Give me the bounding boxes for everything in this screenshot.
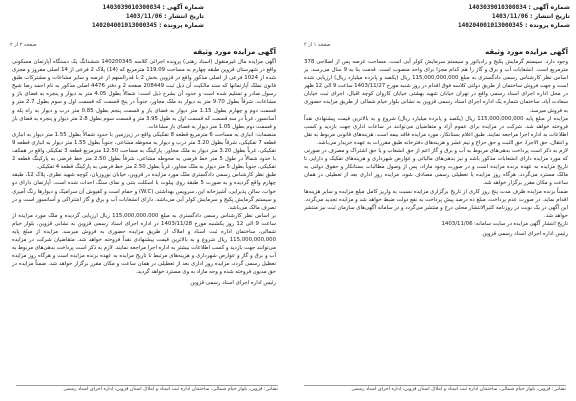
right-meta-ad-number-value: 1403039010300834 [468, 4, 527, 11]
right-signature: رئیس اداره اجرای اسناد رسمی قزوین [482, 230, 568, 237]
right-paragraph-5: تاریخ انتشار آگهی مزایده در سایت سامانه: 1403/11/06 [441, 220, 568, 227]
left-meta-case-number [92, 21, 204, 30]
right-page-body [304, 58, 568, 228]
left-meta-ad-number [92, 3, 204, 12]
left-page-column [12, 48, 276, 287]
left-meta-case-number-label: شماره پرونده : [159, 22, 204, 29]
left-page-number: صفحه ۲ از ۲ [10, 42, 37, 48]
right-announcement-meta [458, 3, 570, 30]
right-paragraph-4: ضمناً برنده مزایده ظرف مدت پنج روز کاری از تاریخ برگزاری مزایده نسبت به واریز کامل مبلغ مزایده و سایر هزینه‌ها اقدام نماید. در صورت عدم پرداخت، مبلغ ده درصد پیش پرداخت به نفع دولت ضبط خواهد شد و مزایده تجدید می‌گردد. این آگهی در یک نوبت در روزنامه کثیرالانتشار محلی درج و منتشر می‌گردد و در سامانه آگهی‌های سازمان ثبت نیز منتشر خواهد شد. [304, 188, 568, 219]
right-page-number: صفحه ۱ از ۲ [304, 42, 331, 48]
left-page-title: آگهی مزایده مورد وثیقه [193, 48, 276, 56]
left-paragraph-2: منضمات: انباری به مساحت 6 مترمربع قطعه 8 تفکیکی واقع در زیرزمین با حدود شمالاً بطول 1.55 متر دیوار به انباری قطعه 7 تفکیکی، شرقاً بطول 3.20 متر درب و دیوار به محوطه مشاعی، جنوباً بطول 1.55 متر دیوار به انباری قطعه 9 تفکیکی، غرباً بطول 3.20 متر دیوار به ملک مجاور. پارکینگ به مساحت 12.50 مترمربع قطعه 3 تفکیکی واقع در همکف با حدود شمالاً در طول 5 متر خط فرضی به محوطه مشاعی، شرقاً بطول 2.50 متر خط فرضی به پارکینگ قطعه 2 تفکیکی، جنوباً بطول 5 متر دیوار به ملک مجاور، غرباً بطول 2.50 متر خط فرضی به پارکینگ قطعه 4 تفکیکی. [12, 131, 276, 171]
right-meta-publish-date-label: تاریخ انتشار : [530, 13, 570, 20]
right-paragraph-2: مزایده از مبلغ پایه 115,000,000,000 ریال (یکصد و پانزده میلیارد ریال) شروع و به بالاترین قیمت پیشنهادی نقداً فروخته خواهد شد. شرکت در مزایده برای عموم آزاد و متقاضیان می‌توانند در ساعات اداری جهت بازدید و کسب اطلاعات به اداره اجرا مراجعه نمایند. طبق اعلام بستانکار، مورد مزایده فاقد بیمه است. هزینه‌های قانونی مربوط به نقل و انتقال، حق الاجرا، حق الثبت و حق حراج و نیم عشر و هزینه‌های دفترخانه طبق مقررات به عهده خریدار می‌باشد. [304, 115, 568, 146]
left-paragraph-3: طبق نظر کارشناس رسمی دادگستری ملک مورد مزایده در قزوین، خیابان نوروزیان، کوچه شهید نظری، پلاک 12، طبقه چهارم واقع گردیده و به صورت 5 طبقه روی پیلوت با اسکلت بتنی و نمای سنگ احداث شده است. آپارتمان دارای دو خواب، سالن پذیرایی، آشپزخانه اپن، سرویس بهداشتی (W.C) و حمام است و کفپوش آن سرامیک و دیوارها رنگ آمیزی و سیستم گرمایش پکیج و سرمایش کولر آبی می‌باشد. دارای انشعابات آب و برق و گاز اشتراکی و آسانسور است و در تصرف مالک می‌باشد. [12, 172, 276, 211]
left-page-body [12, 58, 276, 277]
left-meta-publish-date-label: تاریخ انتشار : [164, 13, 204, 20]
right-meta-ad-number [458, 3, 570, 12]
left-meta-ad-number-label: شماره آگهی : [162, 4, 204, 11]
right-meta-case-number-label: شماره پرونده : [525, 22, 570, 29]
left-paragraph-1: آگهی مزایده مال غیرمنقول (اسناد رهنی) پرونده اجرائی کلاسه 140200345 ششدانگ یک دستگاه آپارتمان مسکونی واقع در شهرستان قزوین طبقه چهارم به مساحت 119.09 مترمربع که (14) پلاک 2 فرعی از 14 اصلی مفروز و مجزی شده از 1024 فرعی از اصلی مذکور واقع در قزوین بخش 2 با قدرالسهم از عرصه و سایر مشاعات و مشترکات طبق قانون تملک آپارتمانها که سند مالکیت آن ذیل ثبت 208449 صفحه 2 و دفتر 4476 اصلی مذکور به نام احمد رضا شیخ رسول صادر و تسلیم شده است و حدود آن بشرح ذیل است: شمالاً بطول 4.05 متر به دیوار و پنجره به فضای باز و مشاعات، شرقاً بطول 9.70 متر به دیوار به ملک مجاور، جنوباً در پنج قسمت که قسمت اول و سوم بطول 2.7 متر و قسمت دوم و چهارم بطول 1.15 متر دیوار به فضای باز و قسمت پنجم بطول 0.85 متر درب و دیوار به راه پله و آسانسور، غرباً در سه قسمت که قسمت اول به طول 3.95 متر و قسمت سوم بطول 2.8 متر دیوار و پنجره به فضای باز و قسمت دوم بطول 1.05 متر دیوار به فضای باز مشاعات. [12, 59, 277, 130]
left-paragraph-4: بر اساس نظر کارشناس رسمی دادگستری به مبلغ 115,000,000,000 ریال ارزیابی گردیده و ملک مورد مزایده از ساعت 9 الی 12 روز یکشنبه مورخ 1403/11/28 در اداره اجرای اسناد رسمی قزوین به نشانی قزوین، بلوار خیام شمالی، ساختمان اداره ثبت اسناد و املاک از طریق مزایده حضوری به فروش میرسد. مزایده از مبلغ پایه 115,000,000,000 ریال شروع و به بالاترین قیمت پیشنهادی نقداً فروخته خواهد شد. متقاضیان شرکت در مزایده می‌توانند جهت بازدید و کسب اطلاعات بیشتر به اداره اجرا مراجعه نمایند. لازم به ذکر است پرداخت بدهی‌های مربوط به آب و برق و گاز و عوارض شهرداری و هزینه‌های مرتبط تا تاریخ مزایده به عهده برنده مزایده است و هرگاه روز مزایده تعطیل رسمی گردد، مزایده روز اداری بعد از تعطیلی در همان ساعت و مکان مقرر برگزار خواهد شد. ضمناً مزایده در حق مدیون فروخته شده و وجه مازاد به وی مسترد خواهد گردید. [12, 212, 276, 276]
right-meta-case-number [458, 21, 570, 30]
right-meta-publish-date-value: 1403/11/06 [491, 13, 529, 20]
left-meta-publish-date [92, 12, 204, 21]
right-paragraph-3: لازم به ذکر است پرداخت بدهی‌های مربوط به آب و برق و گاز اعم از حق انشعاب و یا حق اشتراک و مصرف در صورتی که مورد مزایده دارای انشعابات مذکور باشد و نیز بدهی‌های مالیاتی و عوارض شهرداری و هزینه‌های تفکیک و دارایی تا تاریخ مزایده به عهده برنده مزایده است و در صورت وجود مازاد، پس از وصول مطالبات بستانکار و حقوق دولتی به مالک مسترد می‌گردد. هرگاه روز مزایده با تعطیلی رسمی مصادف شود، مزایده روز اداری بعد از تعطیلی در همان ساعت و مکان مقرر برگزار خواهد شد. [304, 148, 568, 187]
right-meta-publish-date [458, 12, 570, 21]
right-meta-ad-number-label: شماره آگهی : [528, 4, 570, 11]
left-meta-case-number-value: 140204001013000345 [92, 22, 158, 29]
right-page-column [304, 48, 568, 238]
left-announcement-meta [92, 3, 204, 30]
right-footer-divider [304, 385, 566, 386]
left-signature: رئیس اداره اجرای اسناد رسمی قزوین [190, 279, 276, 286]
right-page-footer: نشانی: قزوین، بلوار خیام شمالی، ساختمان اداره ثبت اسناد و املاک استان قزوین، اداره اجرای اسناد رسمی [351, 387, 566, 392]
right-paragraph-1: وجود دارد. سیستم گرمایش پکیج و رادیاتور و سیستم سرمایش کولر آبی است. مساحت عرصه پس از اصلاحی 378 مترمربع است. انشعابات آب و برق و گاز را هم کدام مجزا برای واحد منصوب است. قدمت بنا به 9 سال می‌رسد. بر اساس نظر کارشناس رسمی دادگستری به مبلغ 115,000,000,000 ریال (یکصد و پانزده میلیارد ریال) ارزیابی شده است و جهت فروش ساختمان از طریق دولتی کلاسه فوق اقدام در روز شنبه مورخ 1403/11/27 ساعت 9 الی 12 ظهر در محل اداره اجرای اسناد رسمی واقع در تهران خیابان شهید بهشتی خیابان کاروان کوچه اقبال، اجرای ثبت خیابان سعادت آباد، ساختمان شماره یک اداره اجرای اسناد رسمی قزوین به نشانی بلوار خیام شمالی از طریق مزایده حضوری به فروش میرسد. [304, 59, 569, 114]
right-page-title: آگهی مزایده مورد وثیقه [485, 48, 568, 56]
right-meta-case-number-value: 140204001013000345 [458, 22, 524, 29]
left-footer-divider [16, 385, 278, 386]
left-meta-publish-date-value: 1403/11/06 [125, 13, 163, 20]
left-page-footer: نشانی: قزوین، بلوار خیام شمالی، ساختمان اداره ثبت اسناد و املاک استان قزوین، اداره اجرای اسناد رسمی [63, 387, 278, 392]
left-meta-ad-number-value: 1403039010300834 [102, 4, 161, 11]
